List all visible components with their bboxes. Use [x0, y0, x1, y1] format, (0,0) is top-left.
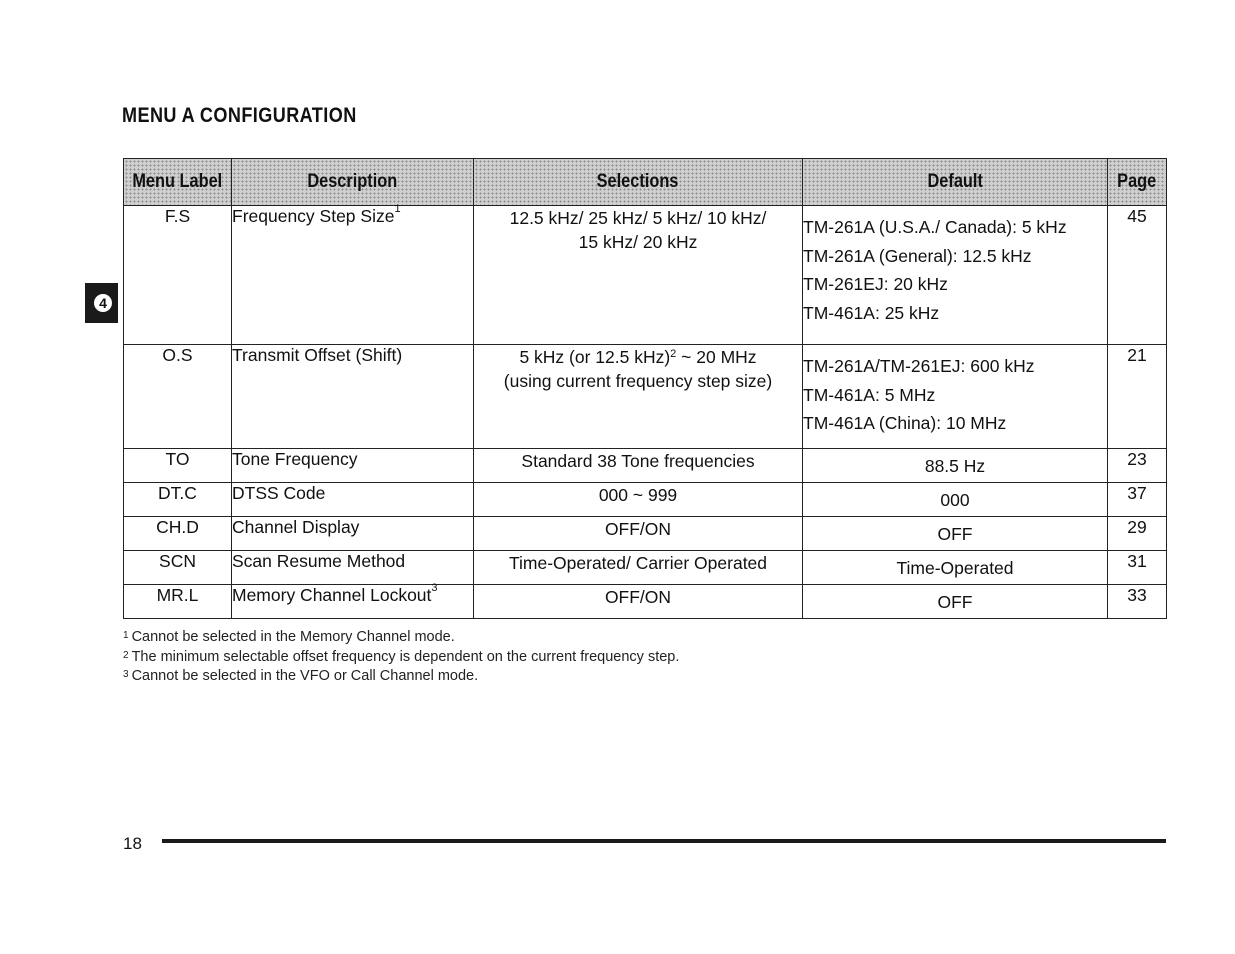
default-cell: 000	[803, 483, 1108, 517]
description-cell: Scan Resume Method	[232, 551, 474, 585]
header-default: Default	[803, 159, 1108, 206]
header-page: Page	[1108, 159, 1167, 206]
description-cell: Tone Frequency	[232, 449, 474, 483]
chapter-tab	[85, 283, 118, 323]
selections-cell: 000 ~ 999	[474, 483, 803, 517]
table-row	[124, 206, 1167, 345]
table-row	[124, 483, 1167, 517]
selections-cell: OFF/ON	[474, 517, 803, 551]
footnote-2: $^2$ The minimum selectable offset frequency is dependent on the current frequency step.	[123, 648, 680, 665]
page-cell: 29	[1108, 517, 1167, 551]
page-cell: 21	[1108, 345, 1167, 449]
chapter-number: 4	[94, 294, 112, 312]
default-cell: OFF	[803, 585, 1108, 619]
selections-cell: OFF/ON	[474, 585, 803, 619]
table-row	[124, 449, 1167, 483]
table-row	[124, 345, 1167, 449]
menu-label-cell: TO	[124, 449, 232, 483]
page-title: MENU A CONFIGURATION	[122, 104, 357, 127]
menu-label-cell: CH.D	[124, 517, 232, 551]
footnote-3: $^3$ Cannot be selected in the VFO or Call Channel mode.	[123, 668, 479, 684]
description-cell: Frequency Step Size$^1$	[232, 206, 474, 345]
default-cell: TM-261A/TM-261EJ: 600 kHz TM-461A: 5 MHz TM-461A (China): 10 MHz	[803, 345, 1108, 449]
footnote-1: $^1$ Cannot be selected in the Memory Channel mode.	[123, 629, 455, 645]
default-cell: Time-Operated	[803, 551, 1108, 585]
selections-cell: 12.5 kHz/ 25 kHz/ 5 kHz/ 10 kHz/ 15 kHz/ 20 kHz	[474, 206, 803, 345]
selections-cell: 5 kHz (or 12.5 kHz)$^2$ ~ 20 MHz (using current frequency step size)	[474, 345, 803, 449]
default-cell: OFF	[803, 517, 1108, 551]
header-menu-label: Menu Label	[124, 159, 232, 206]
description-cell: Memory Channel Lockout$^3$	[232, 585, 474, 619]
page-cell: 33	[1108, 585, 1167, 619]
description-cell: Channel Display	[232, 517, 474, 551]
description-cell: Transmit Offset (Shift)	[232, 345, 474, 449]
page-cell: 45	[1108, 206, 1167, 345]
page-cell: 37	[1108, 483, 1167, 517]
page-cell: 31	[1108, 551, 1167, 585]
menu-label-cell: DT.C	[124, 483, 232, 517]
default-cell: TM-261A (U.S.A./ Canada): 5 kHz TM-261A (General): 12.5 kHz TM-261EJ: 20 kHz TM-461A: 25 kHz	[803, 206, 1108, 345]
footer-rule	[162, 839, 1166, 843]
page-cell: 23	[1108, 449, 1167, 483]
table-row	[124, 585, 1167, 619]
page-number: 18	[123, 834, 142, 853]
selections-cell: Standard 38 Tone frequencies	[474, 449, 803, 483]
menu-label-cell: SCN	[124, 551, 232, 585]
header-description: Description	[232, 159, 474, 206]
menu-a-configuration-table	[123, 158, 1167, 619]
footnotes	[123, 628, 679, 687]
menu-label-cell: MR.L	[124, 585, 232, 619]
menu-label-cell: O.S	[124, 345, 232, 449]
menu-label-cell: F.S	[124, 206, 232, 345]
table-header-row	[124, 159, 1167, 206]
selections-cell: Time-Operated/ Carrier Operated	[474, 551, 803, 585]
header-selections: Selections	[474, 159, 803, 206]
table-row	[124, 517, 1167, 551]
table-row	[124, 551, 1167, 585]
description-cell: DTSS Code	[232, 483, 474, 517]
default-cell: 88.5 Hz	[803, 449, 1108, 483]
